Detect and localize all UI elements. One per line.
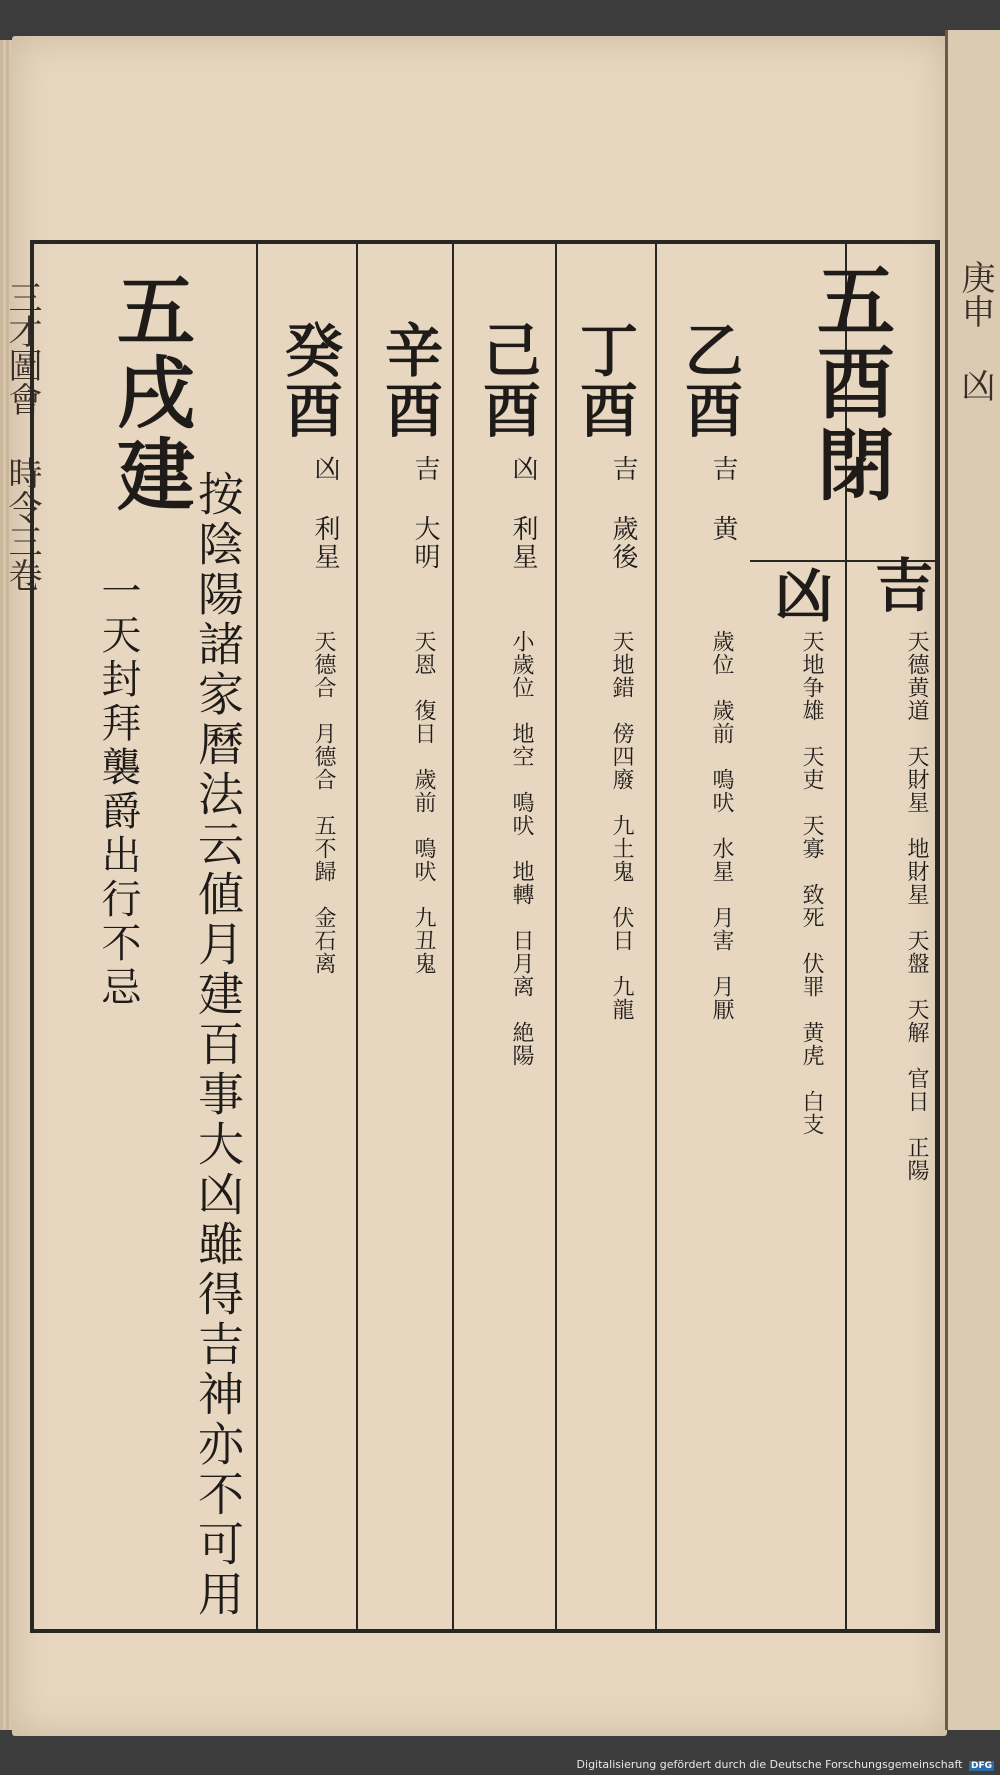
- stem-5: 癸酉: [275, 320, 343, 440]
- items-2: 天地錯 傍四廢 九土鬼 伏日 九龍: [609, 630, 634, 1021]
- footer-text: Digitalisierung gefördert durch die Deutsche Forschungsgemeinschaft: [576, 1758, 963, 1771]
- auspicious-text: 天德黄道 天財星 地財星 天盤 天解 官日 正陽: [904, 630, 929, 1182]
- inauspicious-text: 天地争雄 天吏 天寡 致死 伏罪 黄虎 白支: [799, 630, 824, 1136]
- next-page-edge: [945, 30, 1000, 1730]
- inauspicious-label: 凶: [765, 565, 833, 625]
- wushu-note: 按陰陽諸家曆法云値月建百事大凶雖得吉神亦不可用: [191, 470, 245, 1620]
- items-3: 小歲位 地空 鳴吠 地轉 日月离 絶陽: [509, 630, 534, 1067]
- items-5: 天德合 月德合 五不歸 金石离: [311, 630, 336, 975]
- stem-1: 乙酉: [675, 320, 743, 440]
- items-4: 天恩 復日 歲前 鳴吠 九丑鬼: [411, 630, 436, 975]
- verdict-5: 凶 利星: [310, 455, 340, 571]
- wushu-title: 五戌建: [104, 270, 195, 516]
- items-1: 歲位 歲前 鳴吠 水星 月害 月厭: [709, 630, 734, 1021]
- dfg-logo: DFG: [970, 1761, 992, 1771]
- stem-3: 己酉: [473, 320, 541, 440]
- wushu-subtitle: 一天封拜襲爵出行不忌: [95, 570, 141, 1010]
- footer-credit: [577, 1758, 994, 1771]
- verdict-1: 吉 黄: [708, 455, 738, 543]
- verdict-4: 吉 大明: [410, 455, 440, 571]
- section-title: 五酉閉: [804, 260, 895, 506]
- verdict-2: 吉 歲後: [608, 455, 638, 571]
- next-page-text: 庚申 凶: [955, 260, 995, 402]
- stem-4: 辛酉: [375, 320, 443, 440]
- auspicious-label: 吉: [865, 555, 933, 615]
- verdict-3: 凶 利星: [508, 455, 538, 571]
- spine-title: 三才圖會 時令三卷: [2, 280, 42, 592]
- stem-2: 丁酉: [570, 320, 638, 440]
